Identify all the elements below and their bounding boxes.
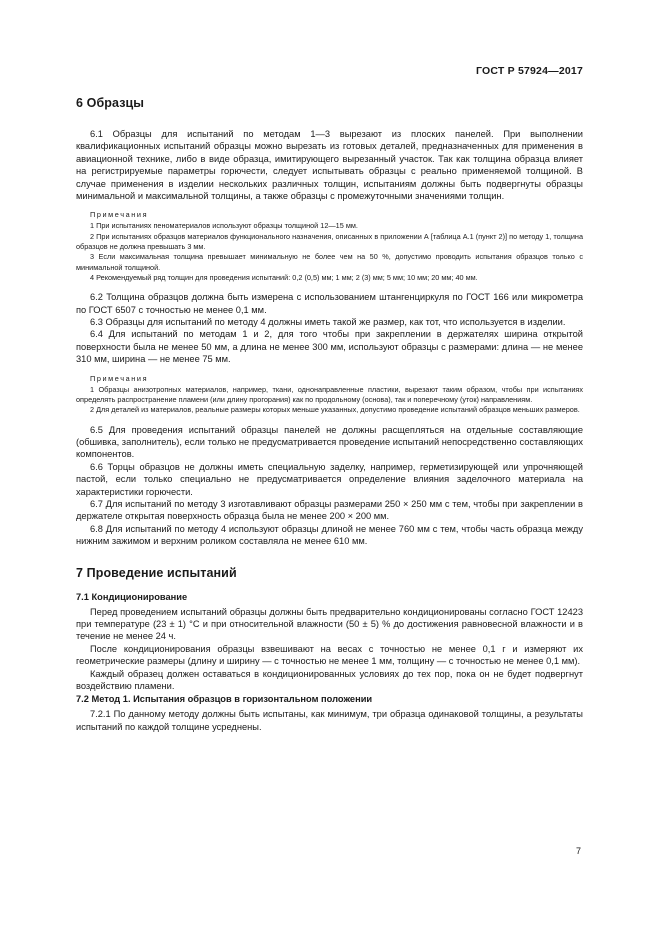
paragraph-7-1-c: Каждый образец должен оставаться в кондиционированных условиях до тех пор, пока он не будет подвергнут воздействию пламени. [76,668,583,692]
notes-block-1 [76,210,583,283]
page-content [76,96,583,733]
subsection-7-2-heading: 7.2 Метод 1. Испытания образцов в горизонтальном положении [76,694,373,705]
notes-title: Примечания [90,210,149,220]
paragraph-6-2: 6.2 Толщина образцов должна быть измерена с использованием штангенциркуля по ГОСТ 166 или микрометра по ГОСТ 6507 с точностью не менее 0,1 мм. [76,292,583,315]
notes-block-2 [76,374,583,416]
paragraph-6-4: 6.4 Для испытаний по методам 1 и 2, для того чтобы при закреплении в держателях ширина открытой поверхности была не менее 50 мм, а длина не менее 300 мм, используют образцы с размерами: длина — не менее 310 мм, ширина — не менее 75 мм. [76,329,583,365]
section-7-heading: 7 Проведение испытаний [76,565,237,580]
note-item: 2 Для деталей из материалов, реальные размеры которых меньше указанных, допустимо проведение испытаний образцов меньших размеров. [90,405,580,415]
note-item: 2 При испытаниях образцов материалов функционального назначения, описанных в приложении А [таблица А.1 (пункт 2)] по методу 1, толщина образцов не должна превышать 3 мм. [76,231,583,252]
paragraph-6-6: 6.6 Торцы образцов не должны иметь специальную заделку, например, герметизирующей или упрочняющей пастой, если только специально не предусматривается определение влияния заделочного материала на характеристики горючести. [76,461,583,497]
page-number: 7 [575,846,581,856]
paragraph-7-2-1: 7.2.1 По данному методу должны быть испытаны, как минимум, три образца одинаковой толщины, а результаты испытаний по каждой толщине усреднены. [76,709,583,732]
document-header-id: ГОСТ Р 57924—2017 [475,65,583,77]
paragraph-6-1: 6.1 Образцы для испытаний по методам 1—3 вырезают из плоских панелей. При выполнении квалификационных испытаний образцы можно вырезать из готовых деталей, предназначенных для применения в авиационной технике, либо в виде образца, имитирующего вырезанный участок. Так как толщина образца влияет на регистрируемые параметры горючести, следует испытывать образцы с реально применяемой толщиной. В случае применения в изделии нескольких различных толщин, испытаниям должны быть подвергнуты образцы минимальной и максимальной толщины, а также образцы с промежуточными значениями толщин. [76,129,583,202]
paragraph-6-8: 6.8 Для испытаний по методу 4 используют образцы длиной не менее 760 мм с тем, чтобы часть образца между нижним зажимом и верхним роликом составляла не менее 610 мм. [76,523,583,547]
note-item: 4 Рекомендуемый ряд толщин для проведения испытаний: 0,2 (0,5) мм; 1 мм; 2 (3) мм; 5 мм; 10 мм; 20 мм; 40 мм. [90,272,478,282]
section-6-heading: 6 Образцы [76,96,145,110]
paragraph-6-5: 6.5 Для проведения испытаний образцы панелей не должны расщепляться на отдельные составляющие (обшивка, заполнитель), если только не предусматривается проведение испытаний непосредственно составляющих компонентов. [76,424,583,460]
notes-title: Примечания [90,373,149,383]
paragraph-6-3: 6.3 Образцы для испытаний по методу 4 должны иметь такой же размер, как тот, что используется в изделии. [90,317,566,328]
note-item: 3 Если максимальная толщина превышает минимальную не более чем на 50 %, допустимо проводить испытания образцов только с минимальной толщиной. [76,252,583,272]
paragraph-7-1-b: После кондиционирования образцы взвешивают на весах с точностью не менее 0,1 г и измеряют их геометрические размеры (длину и ширину — с точностью не менее 1 мм, толщину — с точностью не менее 0,1 мм). [76,643,583,667]
subsection-7-1-heading: 7.1 Кондиционирование [76,591,188,602]
paragraph-7-1-a: Перед проведением испытаний образцы должны быть предварительно кондиционированы согласно ГОСТ 12423 при температуре (23 ± 1) °С и при относительной влажности (50 ± 5) % до достижения равновесной влажности и в течение не менее 24 ч. [76,606,583,642]
paragraph-6-7: 6.7 Для испытаний по методу 3 изготавливают образцы размерами 250 × 250 мм с тем, чтобы при закреплении в держателе открытая поверхность образца была не менее 200 × 200 мм. [76,498,583,522]
note-item: 1 При испытаниях пеноматериалов используют образцы толщиной 12—15 мм. [90,221,358,231]
note-item: 1 Образцы анизотропных материалов, например, ткани, однонаправленные пластики, вырезают таким образом, чтобы при испытаниях определять распространение пламени (или длину прогорания) как по продольному (основа), так и поперечному (уток) направлениям. [76,384,583,404]
